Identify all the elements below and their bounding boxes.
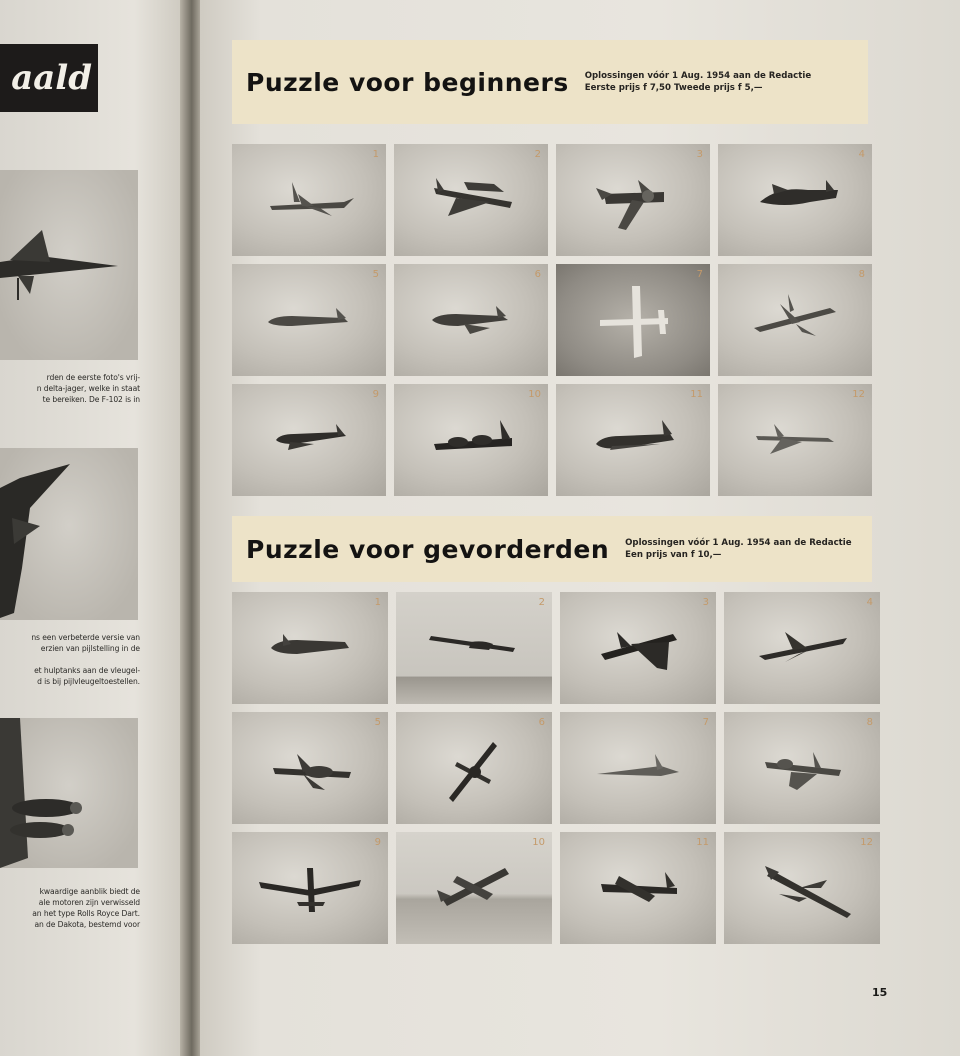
beginners-info	[585, 70, 811, 94]
delta-jet-icon	[0, 170, 138, 360]
beginners-photo-11	[556, 384, 710, 496]
propeller-aircraft-icon	[396, 712, 552, 824]
left-caption-3: kwaardige aanblik biedt de ale motoren zijn verwisseld an het type Rolls Royce Dart. an de Dakota, bestemd voor	[32, 887, 140, 929]
airliner-top-view-icon	[556, 264, 710, 376]
advanced-photo-4	[724, 592, 880, 704]
advanced-photo-11	[560, 832, 716, 944]
advanced-photo-9	[232, 832, 388, 944]
jet-fighter-icon	[232, 384, 386, 496]
beginners-photo-grid	[232, 144, 872, 496]
photo-number: 3	[696, 149, 703, 160]
beginners-photo-1	[232, 144, 386, 256]
advanced-photo-6	[396, 712, 552, 824]
beginners-deadline: Oplossingen vóór 1 Aug. 1954 aan de Redactie	[584, 71, 812, 81]
four-engine-airliner-icon	[556, 384, 710, 496]
beginners-photo-12	[718, 384, 872, 496]
airliner-icon	[232, 144, 386, 256]
photo-number: 12	[860, 837, 873, 848]
photo-number: 8	[866, 717, 873, 728]
photo-number: 12	[852, 389, 865, 400]
twin-engine-bomber-icon	[394, 384, 548, 496]
advanced-title: Puzzle voor gevorderden	[246, 534, 610, 564]
beginners-photo-6	[394, 264, 548, 376]
advanced-prize: Een prijs van f 10,—	[625, 550, 722, 560]
twin-engine-airliner-icon	[394, 144, 548, 256]
left-photo-delta-jet	[0, 170, 138, 360]
photo-number: 2	[538, 597, 545, 608]
beginners-photo-5	[232, 264, 386, 376]
advanced-photo-10	[396, 832, 552, 944]
fighter-aircraft-icon	[232, 712, 388, 824]
beginners-photo-4	[718, 144, 872, 256]
carrier-fighter-icon	[560, 832, 716, 944]
advanced-photo-3	[560, 592, 716, 704]
advanced-photo-12	[724, 832, 880, 944]
photo-number: 4	[858, 149, 865, 160]
swept-wing-icon	[0, 448, 138, 620]
advanced-photo-8	[724, 712, 880, 824]
beginners-photo-3	[556, 144, 710, 256]
photo-number: 9	[374, 837, 381, 848]
swept-wing-jet-icon	[718, 384, 872, 496]
photo-number: 11	[696, 837, 709, 848]
beginners-photo-10	[394, 384, 548, 496]
photo-number: 6	[538, 717, 545, 728]
photo-number: 5	[372, 269, 379, 280]
dakota-icon	[0, 718, 138, 868]
jet-airliner-icon	[232, 264, 386, 376]
page-number: 15	[872, 986, 888, 999]
left-page	[0, 0, 192, 1056]
advanced-info	[625, 537, 851, 561]
jet-bomber-icon	[232, 832, 388, 944]
photo-number: 7	[702, 717, 709, 728]
photo-number: 7	[696, 269, 703, 280]
twin-engine-fighter-icon	[724, 712, 880, 824]
right-page	[200, 0, 960, 1056]
left-caption-2: ns een verbeterde versie van erzien van pijlstelling in de et hulptanks aan de vleugel- d is bij pijlvleugeltoestellen.	[31, 633, 140, 686]
jet-fighter-icon	[232, 592, 388, 704]
advanced-header	[232, 516, 872, 582]
advanced-deadline: Oplossingen vóór 1 Aug. 1954 aan de Redactie	[625, 538, 852, 548]
left-photo-dakota	[0, 718, 138, 868]
transport-aircraft-icon	[396, 592, 552, 704]
photo-number: 11	[690, 389, 703, 400]
beginners-photo-8	[718, 264, 872, 376]
beginners-photo-2	[394, 144, 548, 256]
photo-number: 3	[702, 597, 709, 608]
photo-number: 1	[374, 597, 381, 608]
photo-number: 5	[374, 717, 381, 728]
beginners-title: Puzzle voor beginners	[246, 67, 569, 97]
photo-number: 1	[372, 149, 379, 160]
delta-wing-fighter-icon	[724, 592, 880, 704]
photo-number: 6	[534, 269, 541, 280]
left-photo-swept-wing	[0, 448, 138, 620]
transport-aircraft-icon	[394, 264, 548, 376]
beginners-header	[232, 40, 868, 124]
advanced-photo-1	[232, 592, 388, 704]
beginners-photo-9	[232, 384, 386, 496]
flying-boat-icon	[718, 144, 872, 256]
advanced-photo-7	[560, 712, 716, 824]
propeller-airliner-icon	[556, 144, 710, 256]
photo-number: 4	[866, 597, 873, 608]
delta-wing-jet-icon	[560, 712, 716, 824]
photo-number: 10	[528, 389, 541, 400]
bomber-icon	[718, 264, 872, 376]
photo-number: 2	[534, 149, 541, 160]
photo-number: 10	[532, 837, 545, 848]
left-caption-1: rden de eerste foto's vrij- n delta-jager, welke in staat te bereiken. De F-102 is in	[36, 373, 140, 404]
jet-trainer-icon	[396, 832, 552, 944]
swept-wing-fighter-icon	[560, 592, 716, 704]
photo-number: 9	[372, 389, 379, 400]
photo-number: 8	[858, 269, 865, 280]
beginners-prizes: Eerste prijs f 7,50 Tweede prijs f 5,—	[584, 83, 763, 93]
advanced-photo-2	[396, 592, 552, 704]
advanced-photo-grid	[232, 592, 880, 944]
advanced-photo-5	[232, 712, 388, 824]
swept-wing-jet-icon	[724, 832, 880, 944]
beginners-photo-7	[556, 264, 710, 376]
left-banner: aald	[0, 44, 98, 112]
